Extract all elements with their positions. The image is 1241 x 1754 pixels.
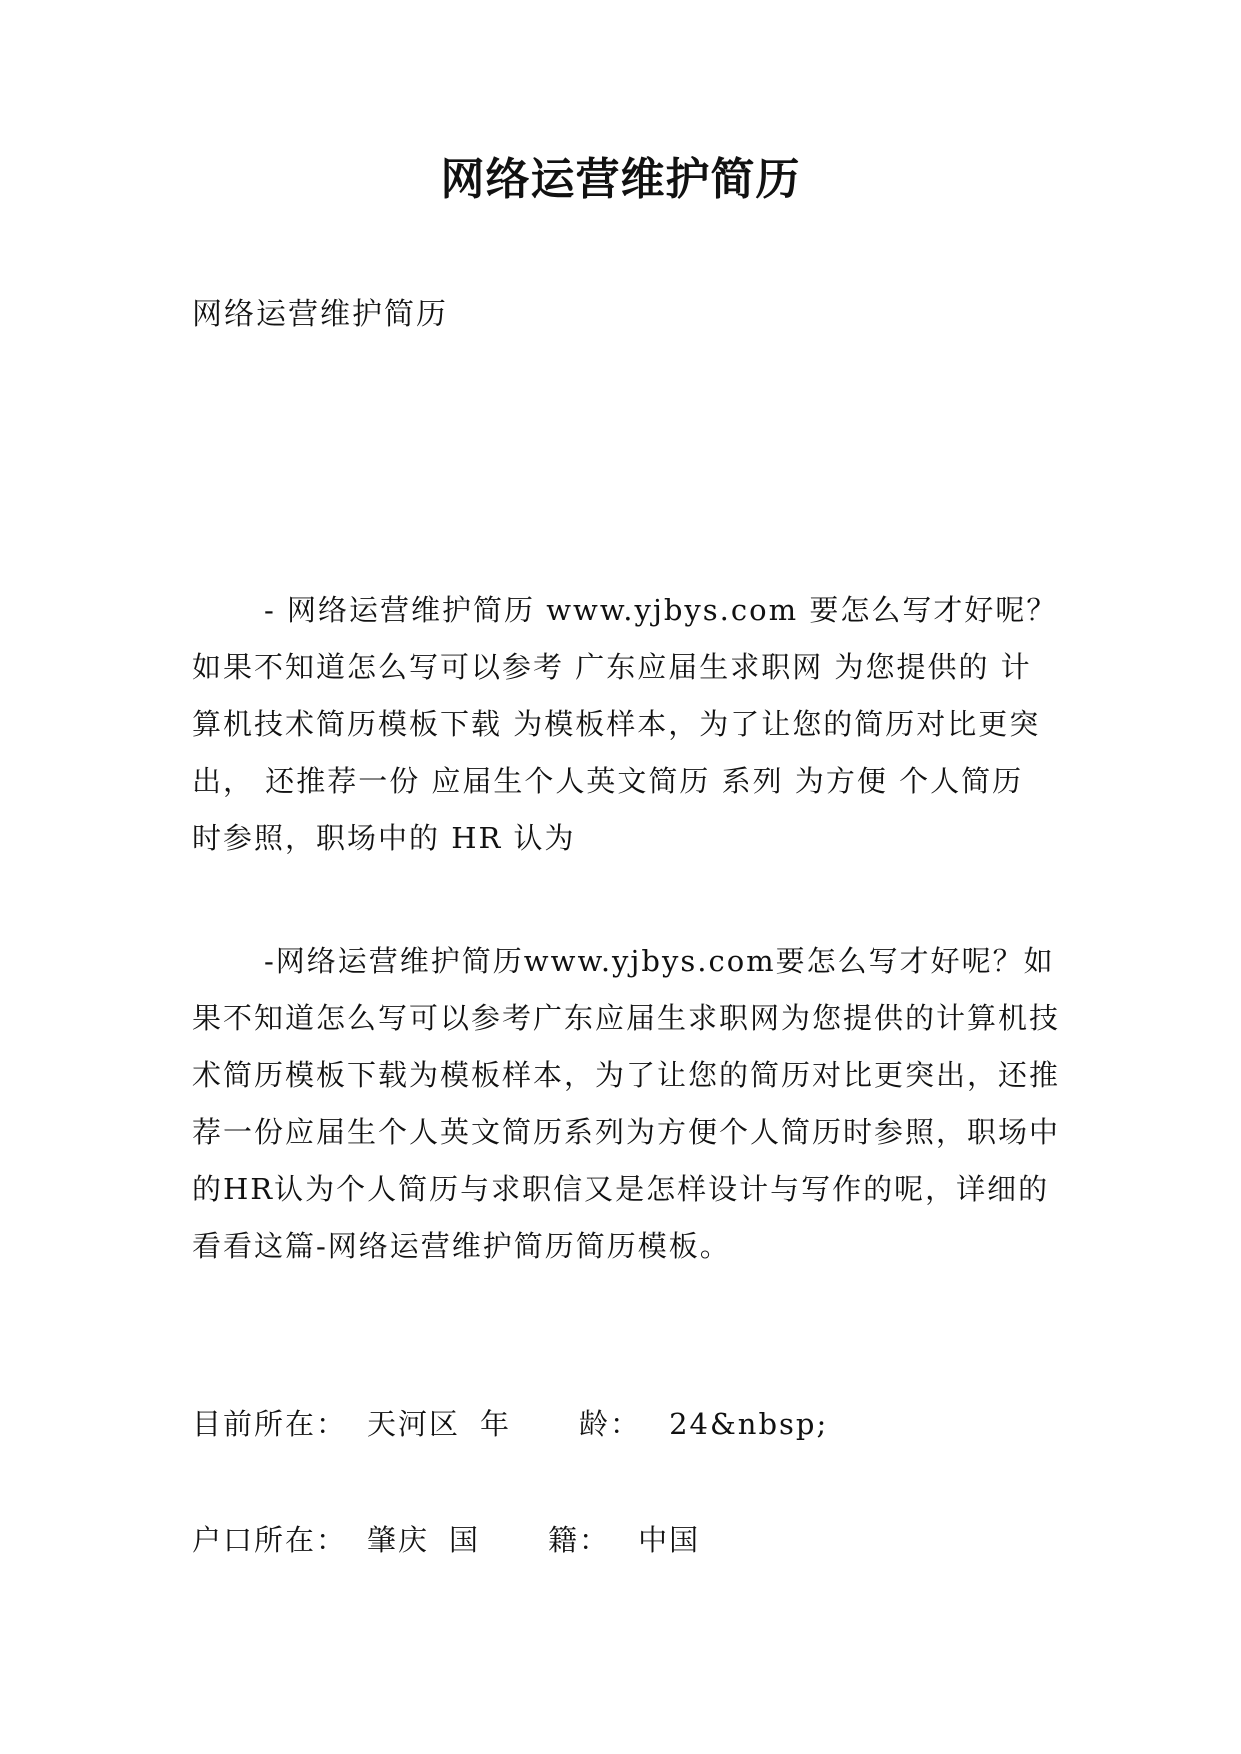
nationality-label-part1: 国 xyxy=(449,1523,481,1557)
hukou-label: 户口所在： xyxy=(192,1523,348,1557)
location-label: 目前所在： xyxy=(192,1407,348,1441)
field-row-location-age xyxy=(192,1402,828,1446)
field-row-hukou-nationality xyxy=(192,1518,700,1562)
location-value: 天河区 xyxy=(367,1407,461,1441)
nationality-value: 中国 xyxy=(638,1523,701,1557)
document-title: 网络运营维护简历 xyxy=(440,154,801,205)
age-value: 24&nbsp; xyxy=(669,1407,829,1441)
age-label-part1: 年 xyxy=(480,1407,512,1441)
document-subtitle: 网络运营维护简历 xyxy=(192,297,448,332)
intro-paragraph-2: -网络运营维护简历www.yjbys.com要怎么写才好呢？如果不知道怎么写可以参考广东应届生求职网为您提供的计算机技术简历模板下载为模板样本，为了让您的简历对比更突出，还推荐一份应届生个人英文简历系列为方便个人简历时参照，职场中的HR认为个人简历与求职信又是怎样设计与写作的呢，详细的看看这篇-网络运营维护简历简历模板。 xyxy=(192,944,1061,1263)
age-label-part2: 龄： xyxy=(579,1407,642,1441)
nationality-label-part2: 籍： xyxy=(548,1523,611,1557)
hukou-value: 肇庆 xyxy=(367,1523,430,1557)
intro-paragraph-1: - 网络运营维护简历 www.yjbys.com 要怎么写才好呢？如果不知道怎么写可以参考 广东应届生求职网 为您提供的 计算机技术简历模板下载 为模板样本，为了让您的简历对比更突出， 还推荐一份 应届生个人英文简历 系列 为方便 个人简历 时参照，职场中的 HR 认为 xyxy=(192,593,1058,855)
